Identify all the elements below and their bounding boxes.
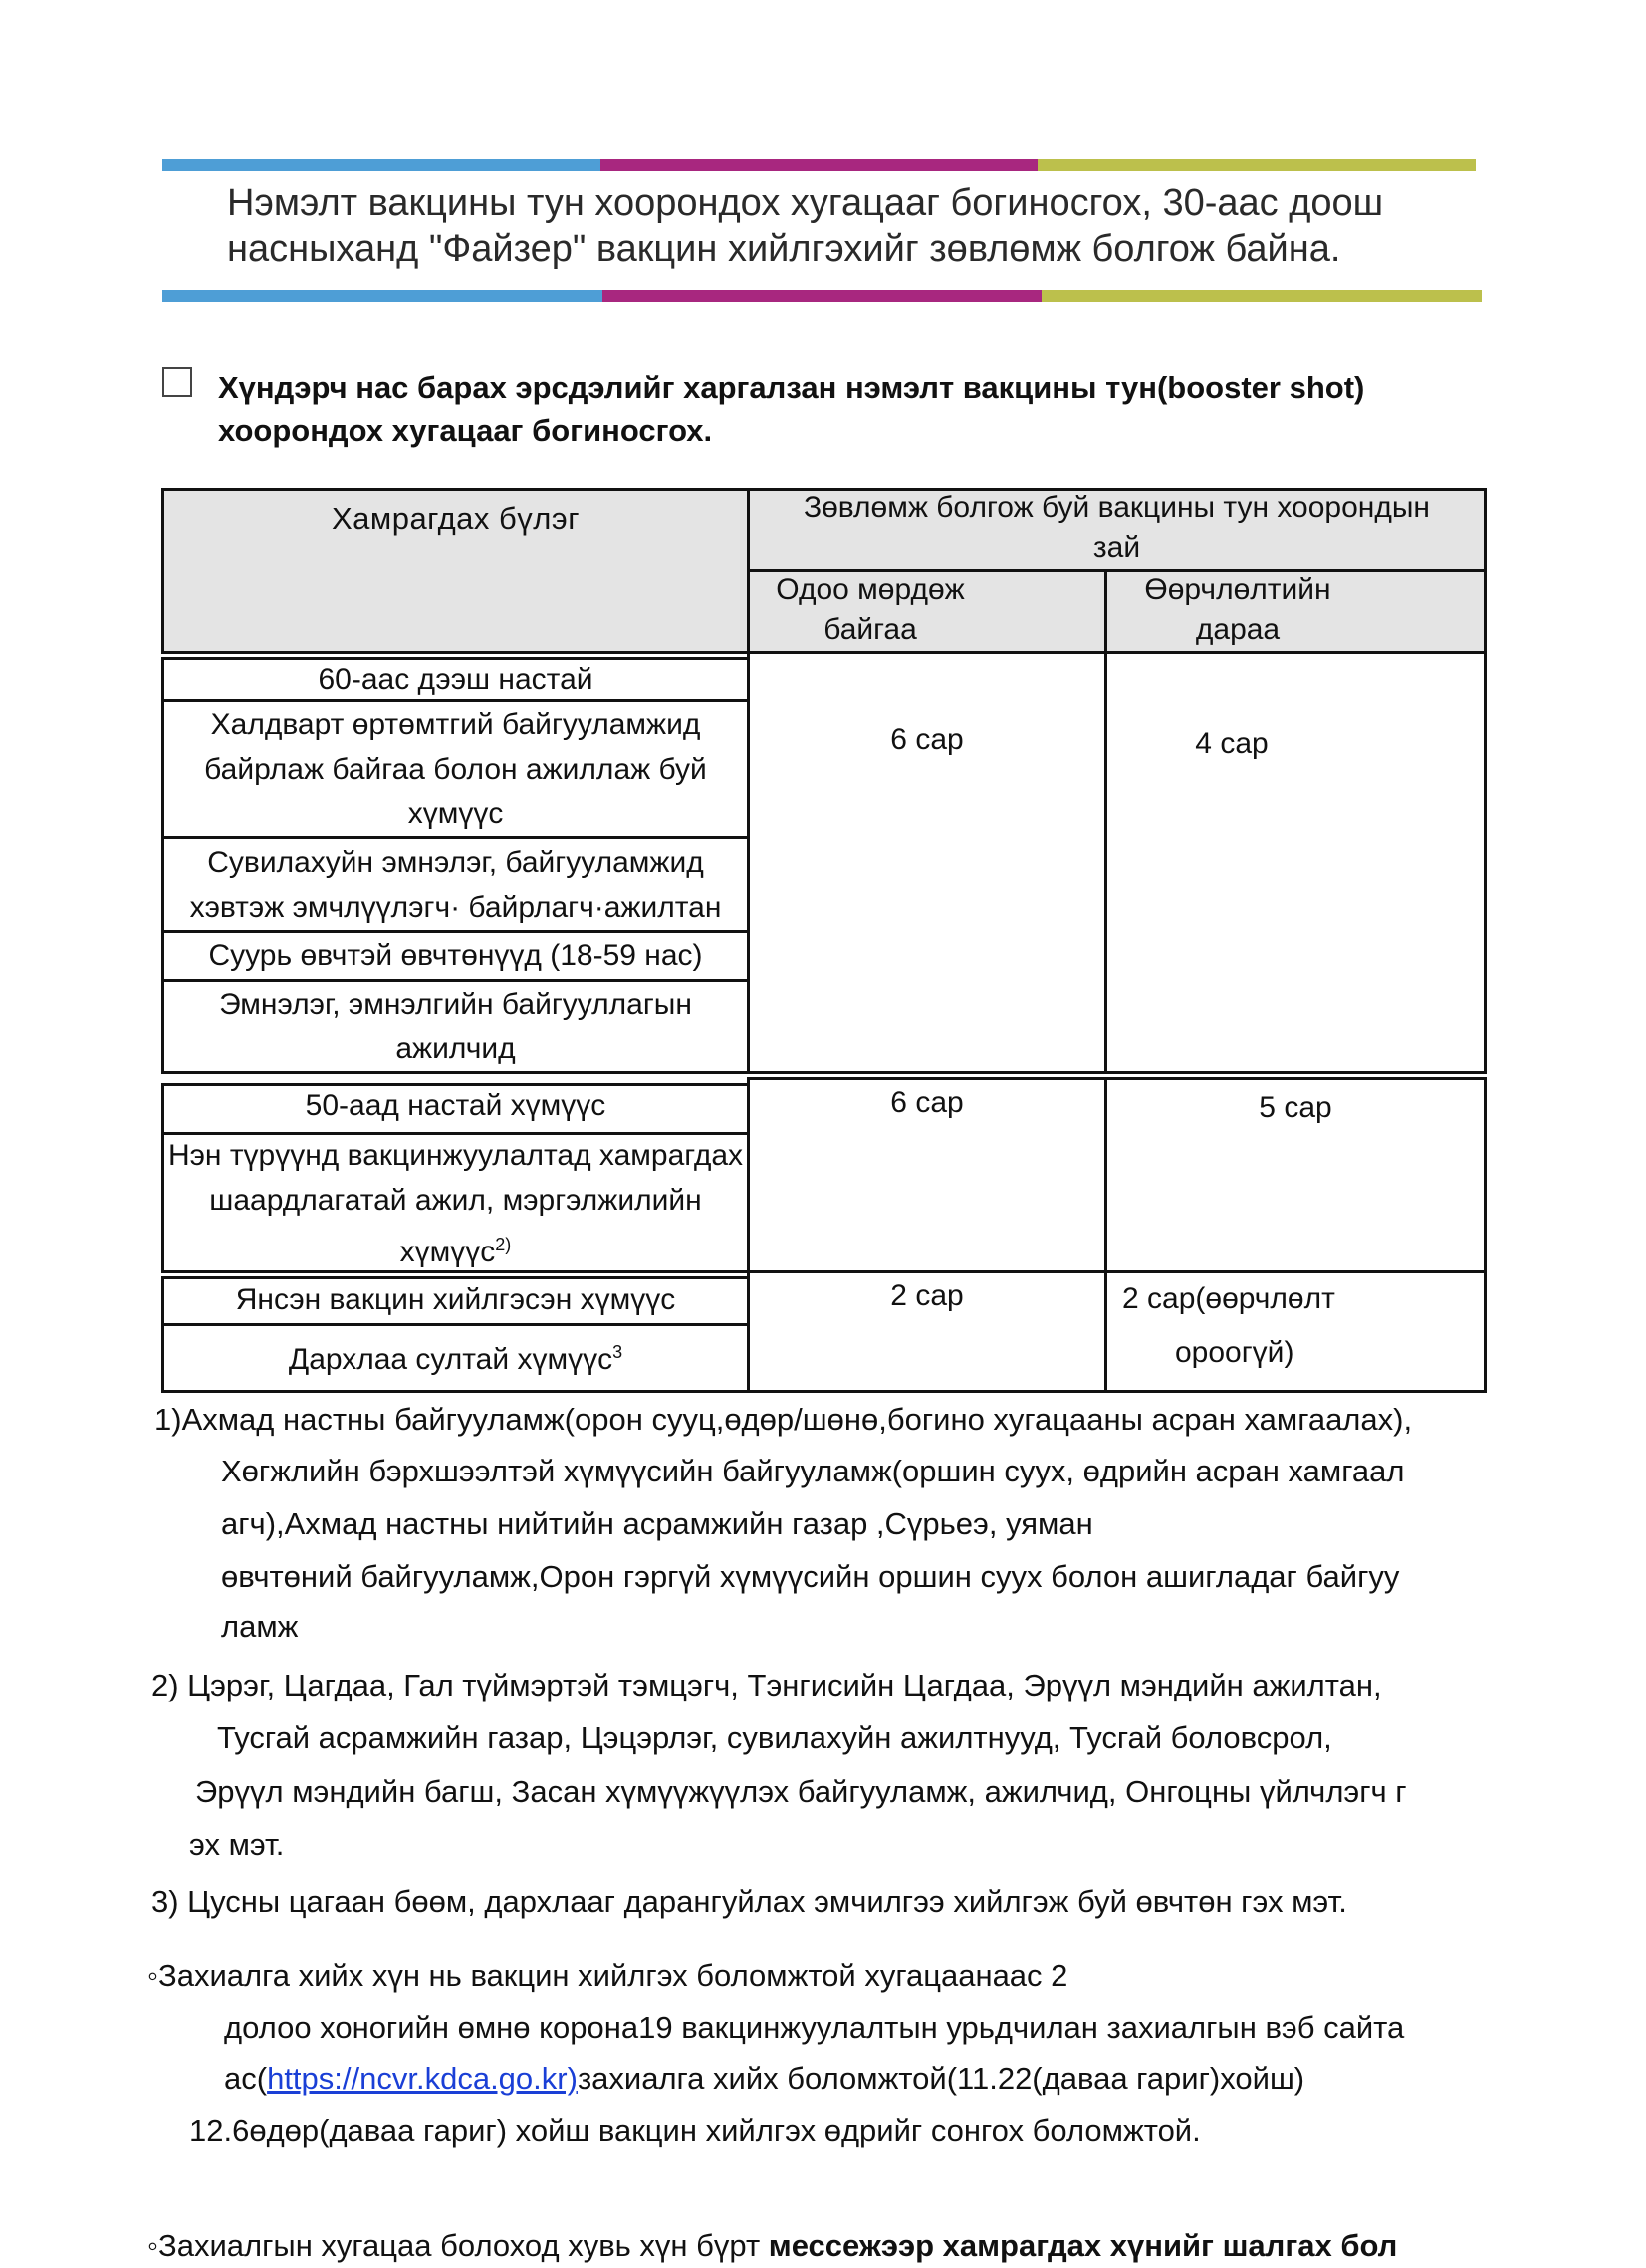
g1-after-cell — [1104, 651, 1487, 1074]
header-after-line-2: дараа — [1195, 613, 1281, 646]
notice-bold-text: мессежээр хамрагдах хүнийг шалгах бол — [768, 2228, 1398, 2263]
table-row — [161, 1323, 750, 1393]
row-label-text: хүмүүс — [399, 1236, 496, 1268]
footnote-1-line: Хөгжлийн бэрхшээлтэй хүмүүсийн байгууламж(оршин суух, өдрийн асран хамгаал — [221, 1454, 1405, 1488]
g3-after-cell — [1104, 1270, 1487, 1393]
section-heading-line-1: Хүндэрч нас барах эрсдэлийг харгалзан нэмэлт вакцины тун(booster shot) — [218, 370, 1365, 405]
row-label: 50-аад настай хүмүүс — [305, 1089, 606, 1122]
row-label-line: хэвтэж эмчлүүлэгч· байрлагч·ажилтан — [189, 891, 722, 924]
footnote-ref: 2) — [495, 1235, 512, 1254]
g1-current-value: 6 сар — [890, 723, 964, 756]
g3-after-line-2: ороогүй) — [1175, 1336, 1294, 1369]
footnote-1-line: 1)Ахмад настны байгууламж(орон сууц,өдөр/шөнө,богино хугацааны асран хамгаалах), — [154, 1402, 1413, 1437]
reservation-website-link[interactable]: https://ncvr.kdca.go.kr) — [267, 2061, 578, 2096]
table-row — [161, 1083, 750, 1135]
top-color-bar — [162, 159, 1476, 171]
color-bar-blue — [162, 159, 600, 171]
reservation-text: захиалга хийх боломжтой(11.22(даваа гариг)хойш) — [577, 2061, 1305, 2096]
row-label: Суурь өвчтэй өвчтөнүүд (18-59 нас) — [208, 939, 703, 972]
header-group-cell — [161, 488, 750, 654]
row-label: 60-аас дээш настай — [318, 663, 593, 696]
header-after-cell — [1104, 569, 1487, 654]
color-bar-olive — [1038, 159, 1476, 171]
reservation-line-2: долоо хоногийн өмнө корона19 вакцинжуулалтын урьдчилан захиалгын вэб сайта — [224, 2010, 1405, 2045]
header-interval-line-2: зай — [1092, 531, 1141, 564]
header-current-cell — [747, 569, 1107, 654]
footnote-2-line: Тусгай асрамжийн газар, Цэцэрлэг, сувилахуйн ажилтнууд, Тусгай боловсрол, — [217, 1720, 1332, 1755]
header-current-line-1: Одоо мөрдөж — [776, 573, 965, 606]
table-row — [161, 1276, 750, 1326]
table-row — [161, 836, 750, 933]
interval-table — [161, 488, 1487, 1393]
table-row — [161, 979, 750, 1074]
row-label-line: Нэн түрүүнд вакцинжуулалтад хамрагдах — [167, 1139, 744, 1172]
g2-current-value: 6 сар — [890, 1086, 964, 1119]
reservation-line-1: ◦Захиалга хийх хүн нь вакцин хийлгэх боломжтой хугацаанаас 2 — [147, 1958, 1068, 1993]
color-bar-magenta — [602, 290, 1043, 302]
header-interval-cell — [747, 488, 1487, 572]
g2-after-cell — [1104, 1077, 1487, 1273]
reservation-text: ас( — [224, 2061, 268, 2096]
g1-current-cell — [747, 651, 1107, 1074]
row-label-line: Сувилахуйн эмнэлэг, байгууламжид — [207, 846, 704, 879]
footnote-1-line: агч),Ахмад настны нийтийн асрамжийн газар ,Сүрьеэ, уяман — [221, 1506, 1093, 1541]
row-label-text: Дархлаа султай хүмүүс — [288, 1343, 613, 1376]
footnote-2-line: эх мэт. — [189, 1827, 285, 1862]
notice-text: ◦Захиалгын хугацаа болоход хувь хүн бүрт — [147, 2228, 769, 2263]
notice-line — [147, 2226, 1397, 2266]
section-heading-line-2: хоорондох хугацааг богиносгох. — [218, 413, 713, 448]
row-label-line: шаардлагатай ажил, мэргэлжилийн — [209, 1184, 702, 1217]
g2-current-cell — [747, 1077, 1107, 1273]
g2-after-value: 5 сар — [1259, 1091, 1332, 1124]
g3-current-cell — [747, 1270, 1107, 1393]
headline — [227, 180, 1472, 272]
row-label-line — [164, 1223, 747, 1274]
row-label-line: Эмнэлэг, эмнэлгийн байгууллагын — [219, 988, 692, 1021]
g3-after-line-1: 2 сар(өөрчлөлт — [1122, 1282, 1335, 1315]
g3-current-value: 2 сар — [890, 1279, 964, 1312]
footnote-ref: 3 — [612, 1342, 623, 1362]
table-row — [161, 930, 750, 982]
header-interval-line-1: Зөвлөмж болгож буй вакцины тун хоорондын — [803, 491, 1431, 524]
header-current-line-2: байгаа — [823, 613, 917, 646]
footnote-3: 3) Цусны цагаан бөөм, дархлааг дарангуйлах эмчилгээ хийлгэж буй өвчтөн гэх мэт. — [151, 1884, 1347, 1919]
headline-line-1: Нэмэлт вакцины тун хоорондох хугацааг богиносгох, 30-аас доош — [227, 182, 1384, 224]
header-after-line-1: Өөрчлөлтийн — [1144, 573, 1331, 606]
headline-line-2: насныханд "Файзер" вакцин хийлгэхийг зөвлөмж болгож байна. — [227, 228, 1341, 270]
table-row — [161, 699, 750, 839]
color-bar-magenta — [600, 159, 1039, 171]
footnote-1-line: ламж — [221, 1609, 299, 1644]
table-row — [161, 1132, 750, 1273]
row-label-line: хүмүүс — [407, 797, 504, 830]
reservation-line-4: 12.6өдөр(даваа гариг) хойш вакцин хийлгэх өдрийг сонгох боломжтой. — [189, 2113, 1201, 2148]
footnote-2-line: Эрүүл мэндийн багш, Засан хүмүүжүүлэх байгууламж, ажилчид, Онгоцны үйлчлэгч г — [195, 1774, 1407, 1809]
section-heading — [218, 366, 1364, 452]
row-label-line: Халдварт өртөмтгий байгууламжид — [210, 708, 701, 741]
reservation-line-3 — [224, 2059, 1304, 2099]
row-label-line: байрлаж байгаа болон ажиллаж буй — [204, 753, 707, 786]
color-bar-olive — [1042, 290, 1482, 302]
footnote-2-line: 2) Цэрэг, Цагдаа, Гал түймэртэй тэмцэгч, Тэнгисийн Цагдаа, Эрүүл мэндийн ажилтан, — [151, 1668, 1382, 1702]
table-row — [161, 657, 750, 702]
bottom-color-bar — [162, 290, 1482, 302]
footnote-1-line: өвчтөний байгууламж,Орон гэргүй хүмүүсийн оршин суух болон ашигладаг байгуу — [221, 1559, 1400, 1594]
row-label — [164, 1330, 747, 1382]
color-bar-blue — [162, 290, 602, 302]
row-label-line: ажилчид — [395, 1032, 516, 1065]
row-label: Янсэн вакцин хийлгэсэн хүмүүс — [235, 1283, 676, 1316]
checkbox-icon — [162, 367, 192, 397]
header-group-label: Хамрагдах бүлэг — [331, 501, 581, 536]
g1-after-value: 4 сар — [1195, 727, 1269, 760]
